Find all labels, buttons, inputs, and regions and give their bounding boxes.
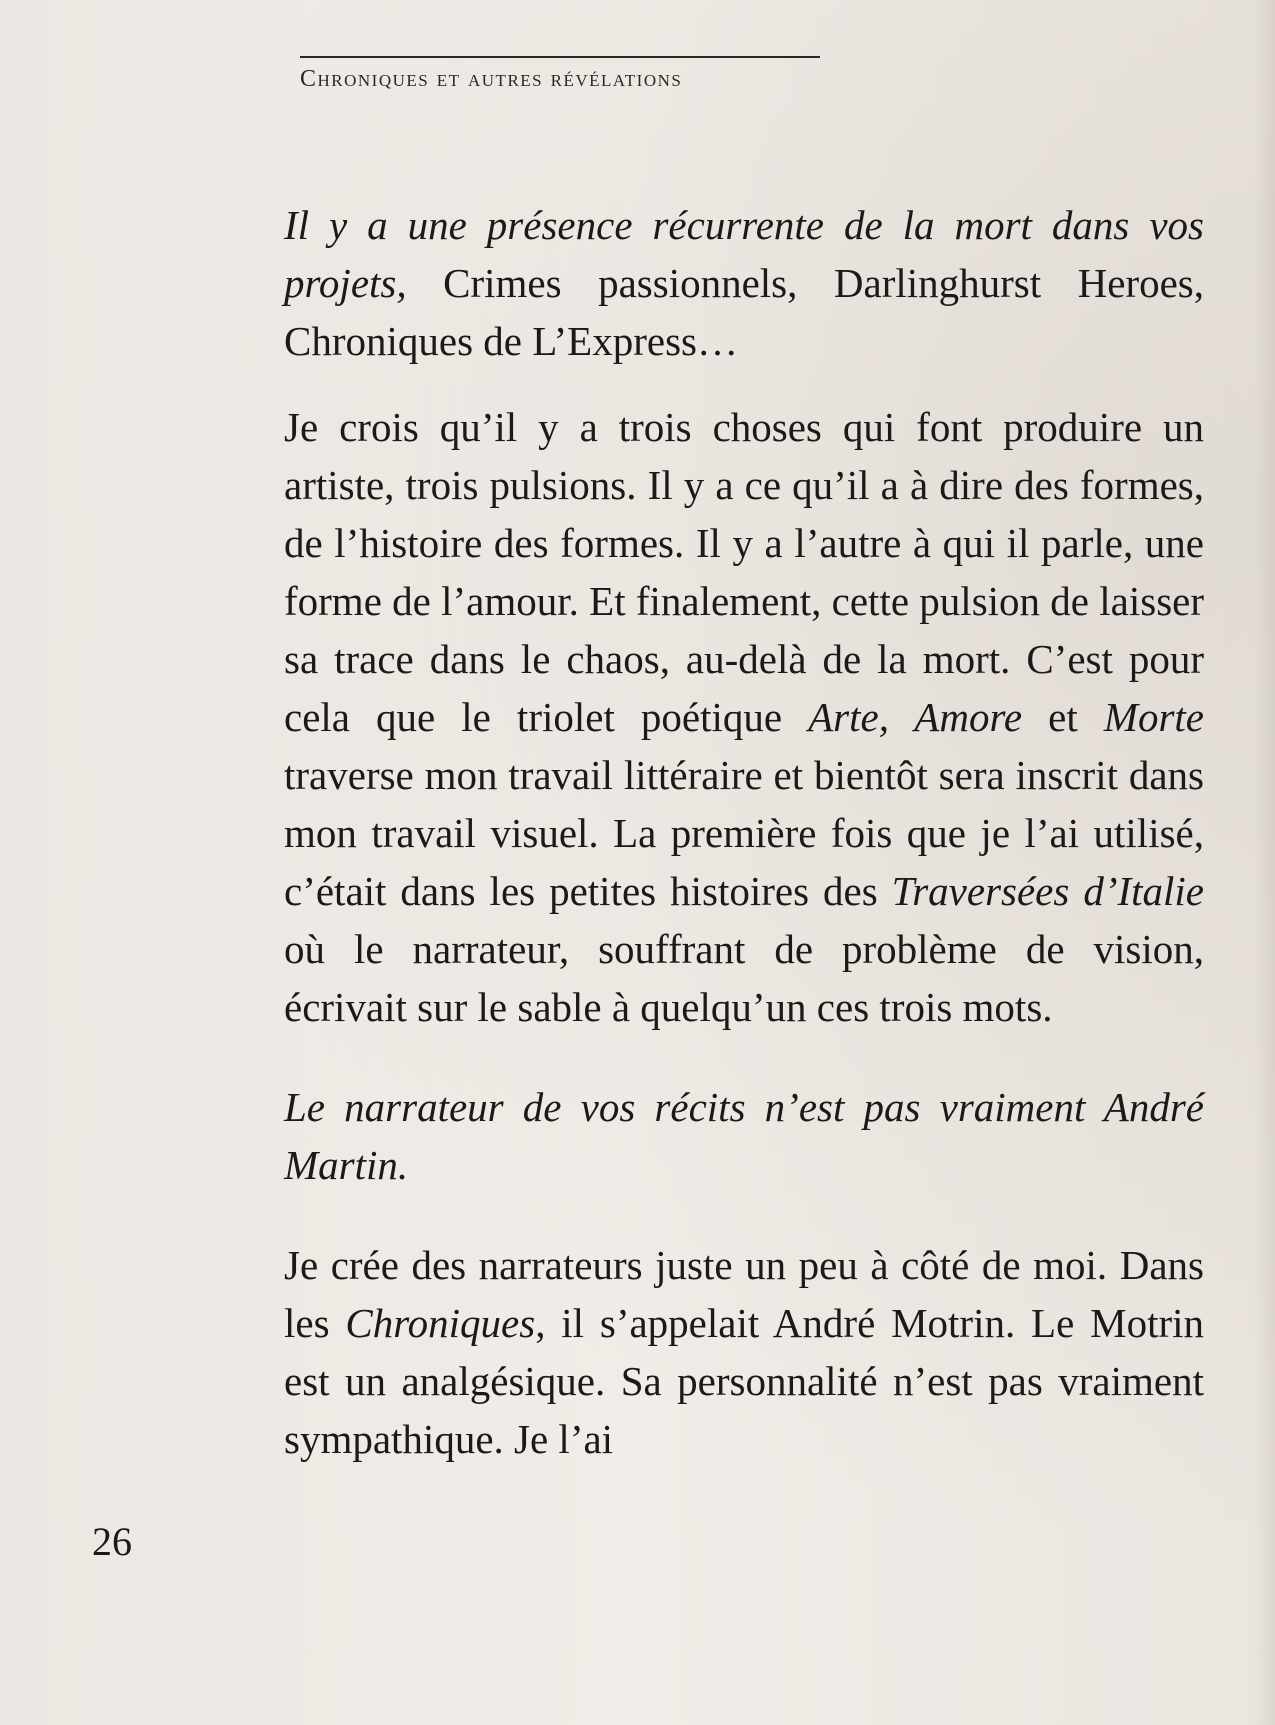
answer-text: , il s’appelait André Motrin. Le Motrin est un analgésique. Sa personnalité n’est pas vraiment sympathique. Je l’ai <box>284 1300 1204 1462</box>
running-head-title: Chroniques et autres révélations <box>300 66 683 92</box>
answer-italic-title: Chroniques <box>345 1300 536 1346</box>
text-block <box>284 196 1204 1468</box>
page-number: 26 <box>92 1519 132 1564</box>
running-head <box>300 56 820 93</box>
question-text-italic: Il y a une présence récurrente de la mort dans vos projets, <box>284 202 1204 306</box>
answer-italic-title: Traversées d’Italie <box>891 868 1204 914</box>
answer-text: Je crée des narrateurs juste un peu à côté de moi. Dans les <box>284 1242 1204 1346</box>
answer-text: et <box>1022 694 1104 740</box>
page-edge-shadow <box>1253 0 1275 1725</box>
interview-answer <box>284 398 1204 1036</box>
interview-question: Le narrateur de vos récits n’est pas vraiment André Martin. <box>284 1084 1204 1188</box>
interview-question <box>284 196 1204 370</box>
answer-text: traverse mon travail littéraire et bientôt sera inscrit dans mon travail visuel. La première fois que je l’ai utilisé, c’était dans les petites histoires des <box>284 752 1204 914</box>
interview-answer <box>284 1236 1204 1468</box>
answer-text: Je crois qu’il y a trois choses qui font produire un artiste, trois pulsions. Il y a ce qu’il a à dire des formes, de l’histoire des formes. Il y a l’autre à qui il parle, une forme de l’amour. Et finalement, cette pulsion de laisser sa trace dans le chaos, au-delà de la mort. C’est pour cela que le triolet poétique <box>284 404 1204 740</box>
answer-italic-title: Arte, Amore <box>808 694 1023 740</box>
answer-italic-title: Morte <box>1103 694 1204 740</box>
question-text-titles: Crimes passionnels, Darlinghurst Heroes, Chroniques de L’Express… <box>284 260 1204 364</box>
answer-text: où le narrateur, souffrant de problème de vision, écrivait sur le sable à quelqu’un ces trois mots. <box>284 926 1204 1030</box>
